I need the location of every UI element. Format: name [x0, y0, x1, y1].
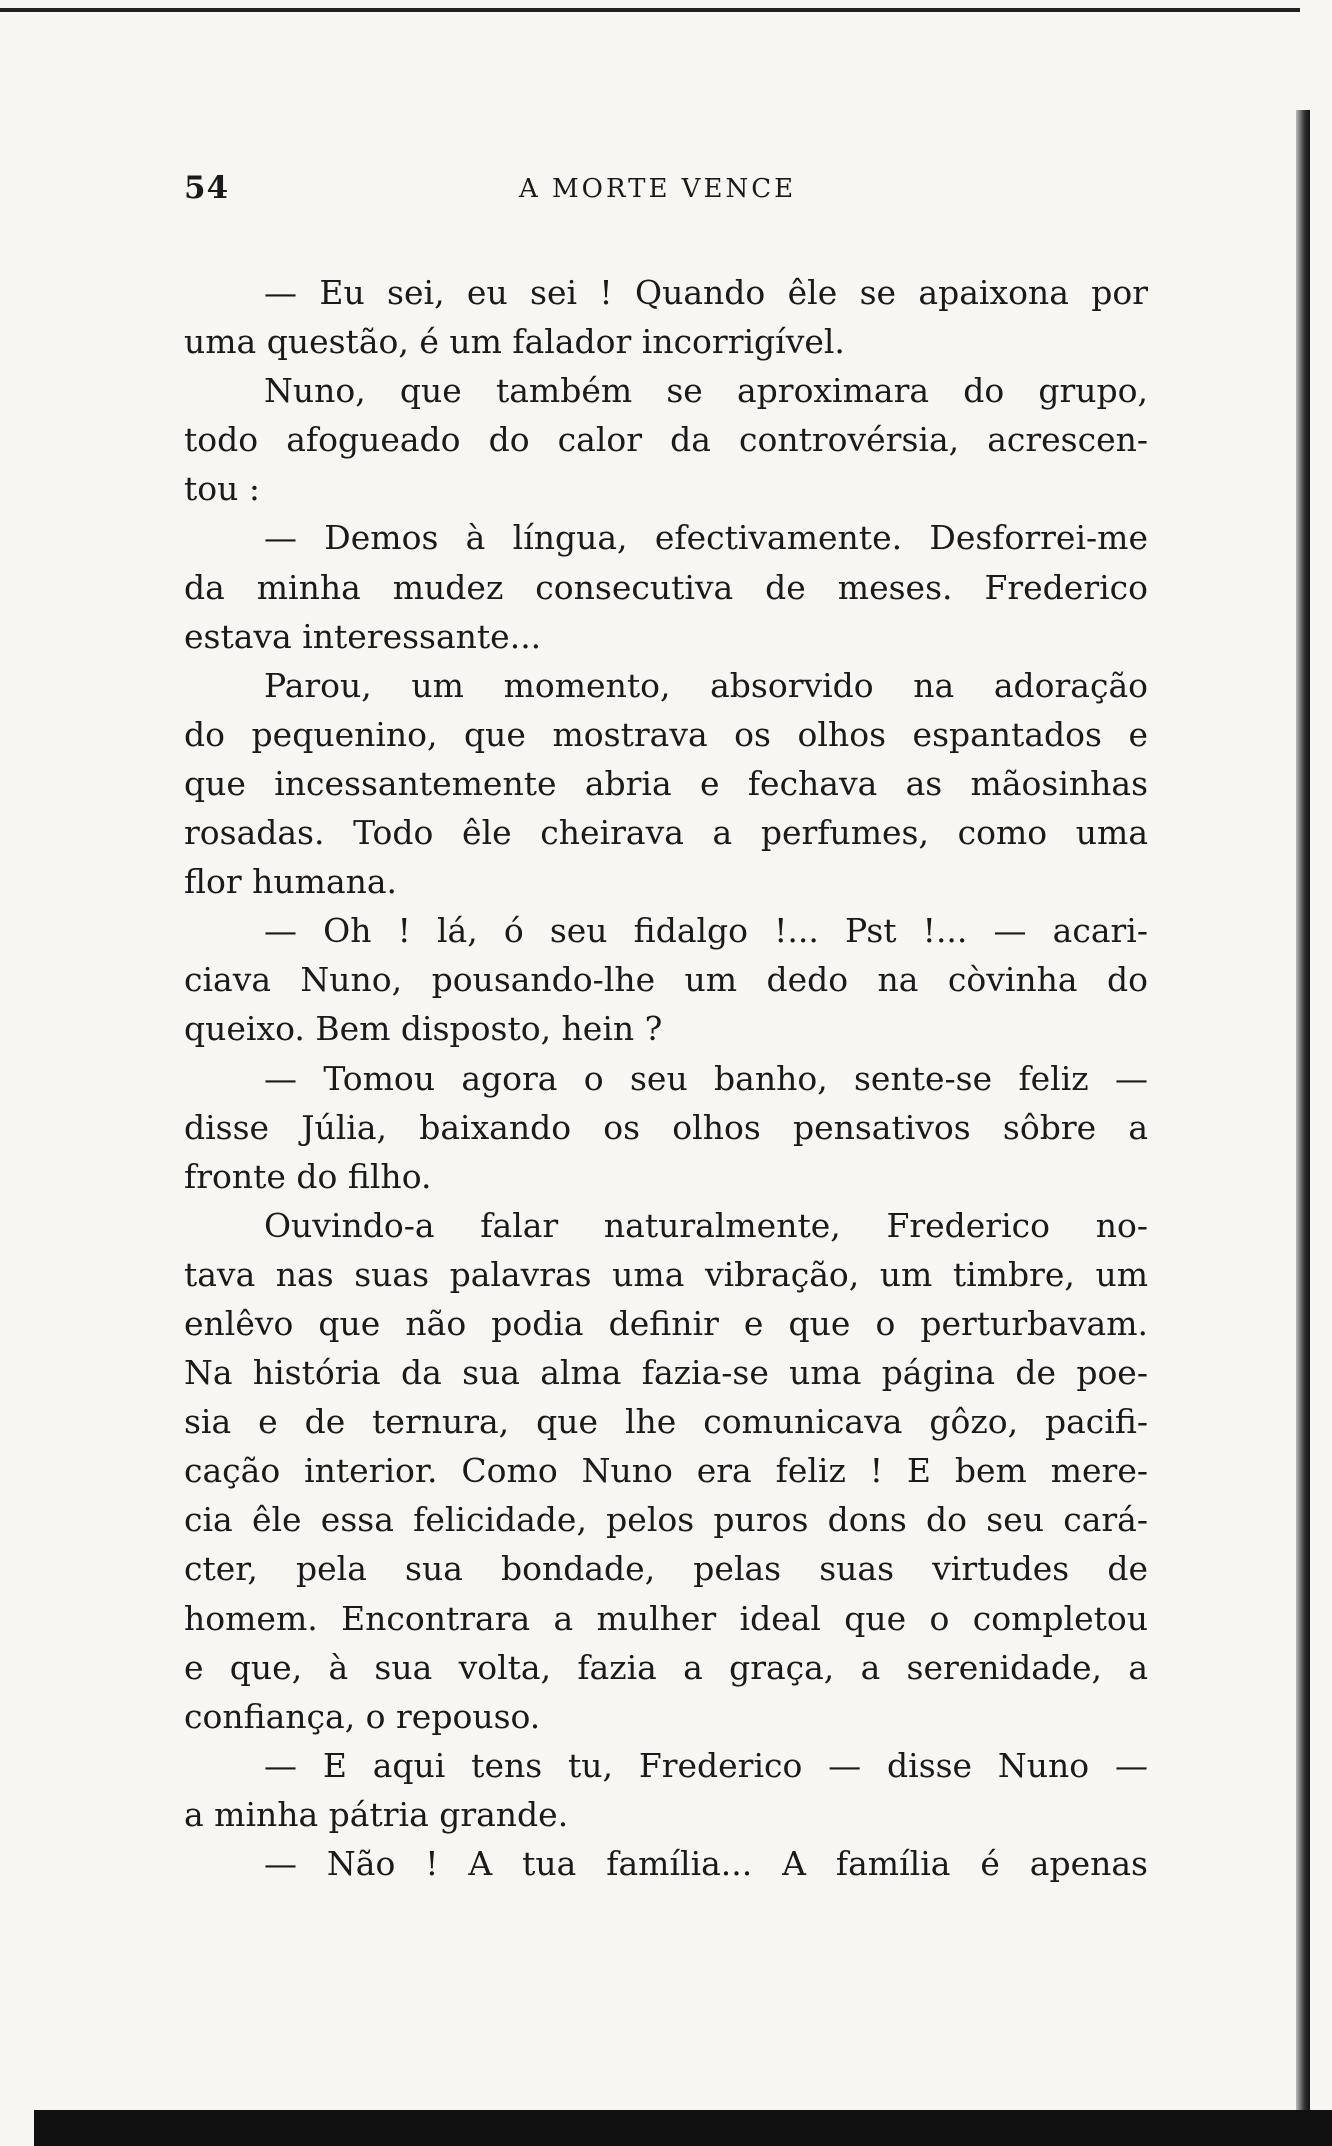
text-line: — Não ! A tua família... A família é apenas: [264, 1844, 1148, 1883]
text-line: da minha mudez consecutiva de meses. Frederico: [184, 567, 1148, 607]
text-line: confiança, o repouso.: [184, 1696, 541, 1736]
text-line: estava interessante...: [184, 616, 542, 656]
text-line: do pequenino, que mostrava os olhos espantados e: [184, 714, 1148, 754]
text-line: — E aqui tens tu, Frederico — disse Nuno —: [264, 1745, 1148, 1785]
text-line: rosadas. Todo êle cheirava a perfumes, como uma: [184, 813, 1148, 853]
page-header: [184, 170, 1148, 220]
top-scan-rule: [0, 8, 1300, 12]
text-line: queixo. Bem disposto, hein ?: [184, 1009, 663, 1049]
text-line: tou :: [184, 469, 260, 509]
page-edge-shadow: [1296, 110, 1310, 2140]
text-line: — Tomou agora o seu banho, sente-se feliz —: [264, 1058, 1148, 1098]
text-line: a minha pátria grande.: [184, 1794, 569, 1834]
text-line: flor humana.: [184, 862, 398, 902]
text-line: uma questão, é um falador incorrigível.: [184, 322, 845, 362]
body-text: [184, 268, 1148, 1888]
text-line: fronte do filho.: [184, 1156, 432, 1196]
page-number: 54: [184, 170, 230, 206]
text-line: sia e de ternura, que lhe comunicava gôzo, pacifi-: [184, 1402, 1148, 1442]
text-line: — Demos à língua, efectivamente. Desforrei-me: [264, 518, 1148, 558]
text-line: homem. Encontrara a mulher ideal que o completou: [184, 1598, 1148, 1638]
text-line: tava nas suas palavras uma vibração, um timbre, um: [184, 1254, 1148, 1294]
text-line: cia êle essa felicidade, pelos puros dons do seu cará-: [184, 1500, 1148, 1540]
text-line: e que, à sua volta, fazia a graça, a serenidade, a: [184, 1647, 1148, 1687]
text-line: cter, pela sua bondade, pelas suas virtudes de: [184, 1549, 1148, 1589]
bottom-scan-band: [34, 2110, 1332, 2146]
text-line: disse Júlia, baixando os olhos pensativos sôbre a: [184, 1107, 1148, 1147]
text-line: Nuno, que também se aproximara do grupo,: [264, 371, 1148, 411]
text-line: todo afogueado do calor da controvérsia, acrescen-: [184, 420, 1148, 460]
text-line: — Oh ! lá, ó seu fidalgo !... Pst !... — acari-: [264, 911, 1148, 951]
text-line: — Eu sei, eu sei ! Quando êle se apaixona por: [264, 273, 1148, 312]
text-line: cação interior. Como Nuno era feliz ! E bem mere-: [184, 1451, 1148, 1491]
text-line: Na história da sua alma fazia-se uma página de poe-: [184, 1353, 1148, 1393]
text-line: ciava Nuno, pousando-lhe um dedo na còvinha do: [184, 960, 1148, 1000]
text-line: Ouvindo-a falar naturalmente, Frederico no-: [264, 1205, 1148, 1245]
text-line: enlêvo que não podia definir e que o perturbavam.: [184, 1303, 1148, 1343]
running-head: A MORTE VENCE: [519, 174, 797, 204]
text-line: Parou, um momento, absorvido na adoração: [264, 665, 1148, 705]
text-line: que incessantemente abria e fechava as mãosinhas: [184, 763, 1148, 803]
